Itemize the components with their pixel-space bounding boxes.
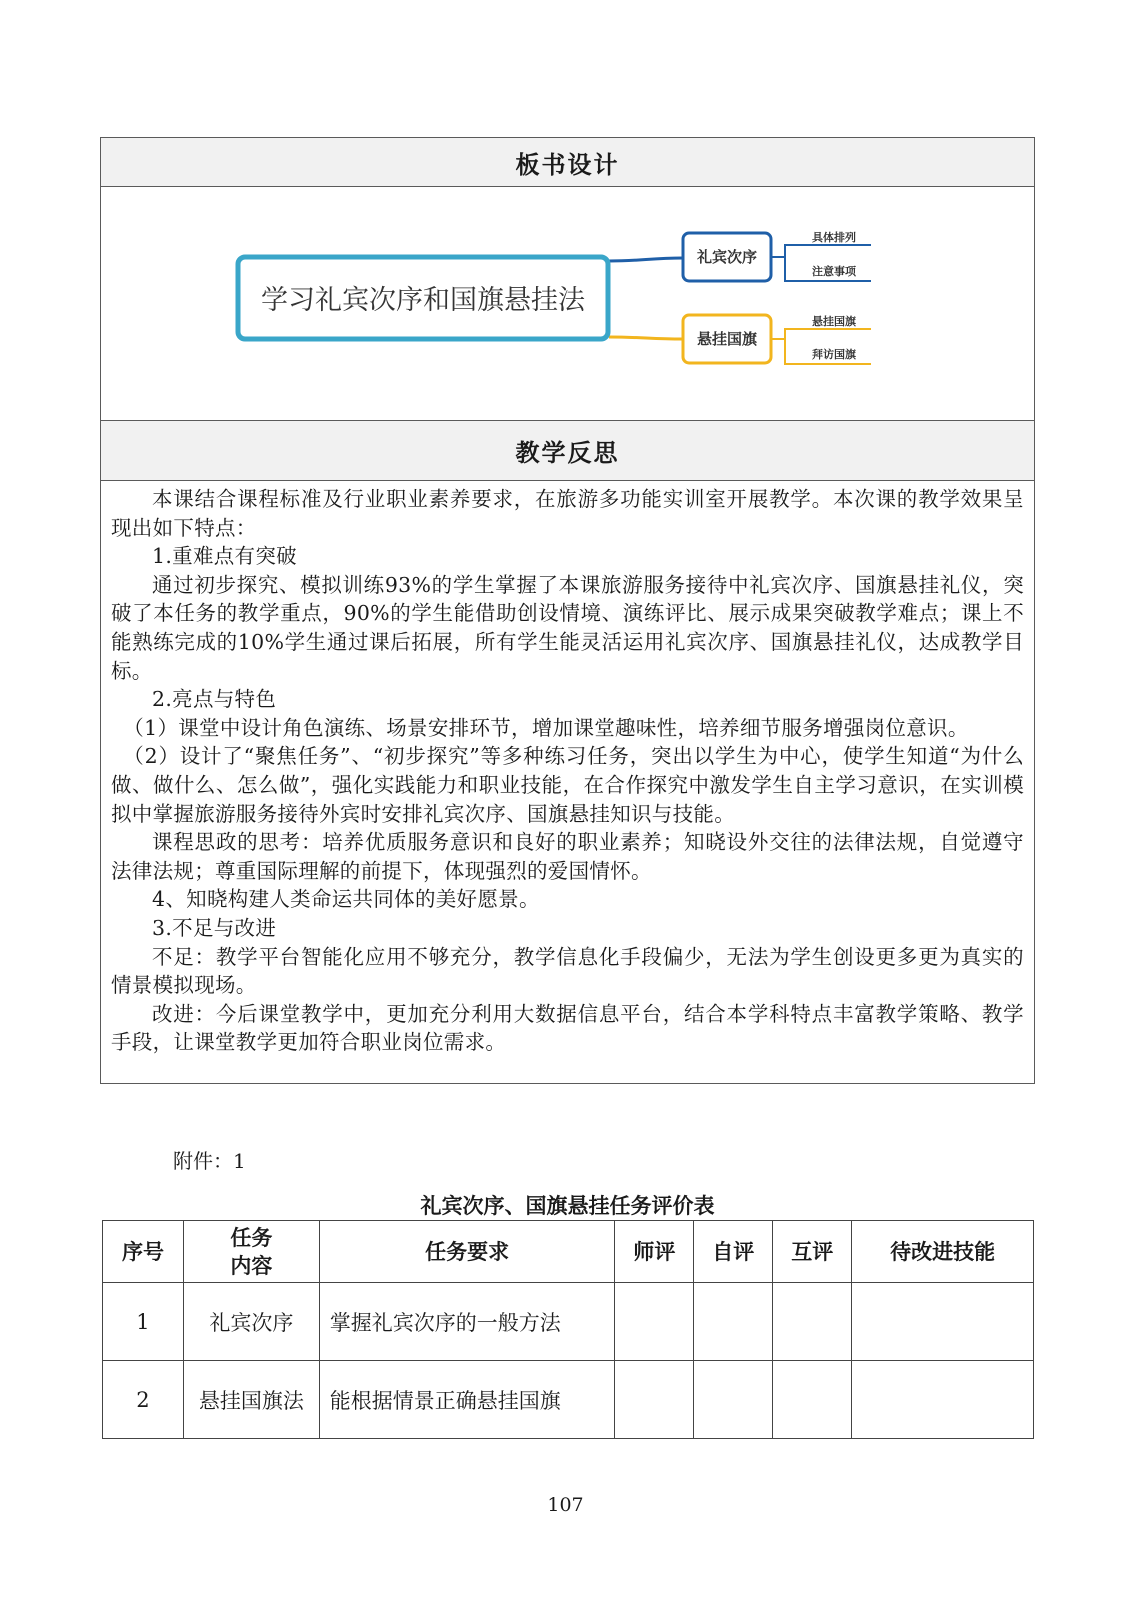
reflection-paragraph: 1.重难点有突破 — [152, 544, 297, 569]
mindmap-branch-label-1: 礼宾次序 — [696, 248, 758, 266]
reflection-paragraph: （1）课堂中设计角色演练、场景安排环节，增加课堂趣味性，培养细节服务增强岗位意识。 — [123, 715, 969, 740]
section-title-text: 教学反思 — [515, 438, 620, 467]
reflection-paragraph: 不足：教学平台智能化应用不够充分，教学信息化手段偏少，无法为学生创设更多更为真实的情景模拟现场。 — [111, 944, 1024, 998]
reflection-paragraph: 2.亮点与特色 — [152, 687, 277, 712]
mindmap-center-label: 学习礼宾次序和国旗悬挂法 — [261, 285, 585, 316]
section-title-blackboard — [100, 137, 1035, 187]
cell-improve-skill[interactable] — [852, 1361, 1034, 1439]
mindmap-child-1-2: 注意事项 — [812, 265, 856, 278]
connector-child-1-1 — [771, 245, 791, 257]
eval-table — [102, 1220, 1034, 1439]
cell-improve-skill[interactable] — [852, 1283, 1034, 1361]
header-cell: 任务 内容 — [183, 1221, 319, 1283]
cell-requirement: 能根据情景正确悬挂国旗 — [319, 1361, 615, 1439]
cell-teacher-eval[interactable] — [615, 1361, 694, 1439]
cell-requirement: 掌握礼宾次序的一般方法 — [319, 1283, 615, 1361]
reflection-paragraph: 4、知晓构建人类命运共同体的美好愿景。 — [152, 887, 540, 912]
mindmap-child-2-2: 拜访国旗 — [812, 348, 856, 361]
header-cell: 待改进技能 — [852, 1221, 1034, 1283]
section-title-text: 板书设计 — [515, 149, 620, 179]
header-cell: 自评 — [694, 1221, 773, 1283]
cell-self-eval[interactable] — [694, 1361, 773, 1439]
cell-peer-eval[interactable] — [773, 1283, 852, 1361]
connector-child-2-1 — [771, 329, 791, 339]
mindmap-child-1-1: 具体排列 — [812, 231, 856, 244]
mindmap-svg — [101, 187, 1034, 420]
header-cell: 序号 — [103, 1221, 184, 1283]
table-row — [103, 1361, 1034, 1439]
mindmap-branch-label-2: 悬挂国旗 — [696, 330, 758, 348]
reflection-paragraph: 本课结合课程标准及行业职业素养要求，在旅游多功能实训室开展教学。本次课的教学效果呈现出如下特点： — [111, 487, 1024, 540]
reflection-paragraph: 通过初步探究、模拟训练93%的学生掌握了本课旅游服务接待中礼宾次序、国旗悬挂礼仪，突破了本任务的教学重点，90%的学生能借助创设情境、演练评比、展示成果突破教学难点；课上不能熟练完成的10%学生通过课后拓展，所有学生能灵活运用礼宾次序、国旗悬挂礼仪，达成教学目标。 — [111, 572, 1024, 683]
reflection-paragraph: 课程思政的思考：培养优质服务意识和良好的职业素养；知晓设外交往的法律法规，自觉遵守法律法规；尊重国际理解的前提下，体现强烈的爱国情怀。 — [111, 830, 1024, 883]
mindmap-diagram — [100, 186, 1035, 421]
reflection-paragraph: （2）设计了“聚焦任务”、“初步探究”等多种练习任务，突出以学生为中心，使学生知道“为什么做、做什么、怎么做”，强化实践能力和职业技能，在合作探究中激发学生自主学习意识，在实训模拟中掌握旅游服务接待外宾时安排礼宾次序、国旗悬挂知识与技能。 — [111, 744, 1024, 826]
reflection-paragraph: 改进：今后课堂教学中，更加充分利用大数据信息平台，结合本学科特点丰富教学策略、教学手段，让课堂教学更加符合职业岗位需求。 — [111, 1001, 1024, 1055]
page-number: 107 — [547, 1494, 584, 1516]
table-row — [103, 1283, 1034, 1361]
cell-task: 礼宾次序 — [183, 1283, 319, 1361]
cell-task: 悬挂国旗法 — [183, 1361, 319, 1439]
reflection-body — [100, 480, 1035, 1084]
eval-table-title: 礼宾次序、国旗悬挂任务评价表 — [420, 1193, 715, 1218]
table-header-row — [103, 1221, 1034, 1283]
section-title-reflection — [100, 420, 1035, 481]
header-cell: 任务要求 — [319, 1221, 615, 1283]
cell-self-eval[interactable] — [694, 1283, 773, 1361]
header-cell: 互评 — [773, 1221, 852, 1283]
cell-index: 1 — [103, 1283, 184, 1361]
mindmap-child-2-1: 悬挂国旗 — [812, 315, 856, 328]
cell-teacher-eval[interactable] — [615, 1283, 694, 1361]
reflection-paragraph: 3.不足与改进 — [152, 915, 277, 940]
cell-index: 2 — [103, 1361, 184, 1439]
header-cell: 师评 — [615, 1221, 694, 1283]
attachment-label: 附件：1 — [173, 1149, 246, 1173]
connector-branch-2 — [609, 337, 683, 339]
cell-peer-eval[interactable] — [773, 1361, 852, 1439]
connector-branch-1 — [609, 258, 683, 261]
